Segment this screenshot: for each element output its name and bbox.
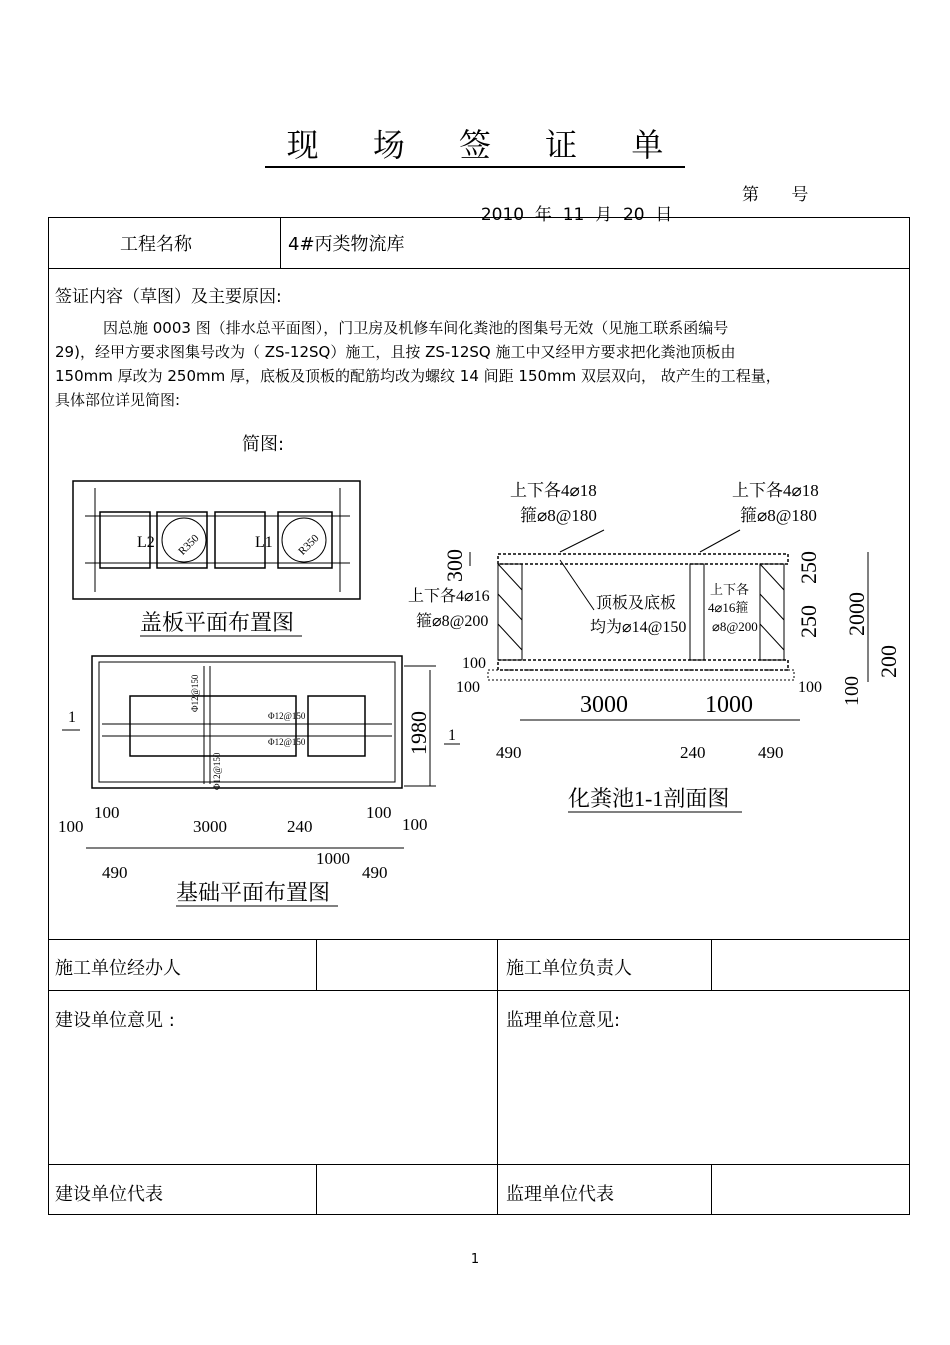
date-text: 2010 年 11 月 20 日	[480, 205, 673, 225]
rebar-label: Φ12@150	[212, 752, 222, 790]
sketch-label: 简图:	[242, 434, 285, 455]
content-line: 150mm 厚改为 250mm 厚，底板及顶板的配筋均改为螺纹 14 间距 150mm 双层双向， 故产生的工程量，	[55, 367, 781, 385]
section-note: 顶板及底板	[596, 595, 677, 612]
section-note: 箍⌀8@180	[740, 506, 817, 525]
section-mark: 1	[448, 727, 456, 744]
number-label: 第 号	[742, 185, 809, 205]
base-plan-title: 基础平面布置图	[176, 880, 331, 905]
supervisor-opinion-label: 监理单位意见:	[506, 1010, 621, 1031]
section-dim: 490	[758, 743, 784, 762]
base-dim: 490	[362, 863, 388, 882]
content-line: 因总施 0003 图（排水总平面图），门卫房及机修车间化粪池的图集号无效（见施工联系函编号	[103, 319, 729, 337]
section-note: ⌀8@200	[712, 619, 758, 634]
owner-opinion-label: 建设单位意见 :	[55, 1010, 175, 1031]
supervisor-rep-label: 监理单位代表	[506, 1184, 614, 1205]
content-line: 具体部位详见简图:	[55, 391, 181, 409]
project-name-label: 工程名称	[120, 234, 192, 255]
project-name-value: 4#丙类物流库	[288, 234, 405, 255]
base-dim: 100	[58, 817, 84, 836]
cover-label-l2: L2	[137, 534, 155, 551]
section-dim: 490	[496, 743, 522, 762]
base-dim: 1000	[316, 849, 350, 868]
section-note: 上下各4⌀18	[510, 481, 597, 500]
section-dim: 100	[841, 676, 863, 706]
base-dim: 240	[287, 817, 313, 836]
base-dim: 100	[94, 803, 120, 822]
section-title: 化粪池1-1剖面图	[568, 786, 730, 811]
constructor-leader-label: 施工单位负责人	[506, 958, 632, 979]
section-dim: 1000	[705, 692, 753, 718]
section-dim: 300	[442, 549, 467, 582]
section-note: 均为⌀14@150	[590, 619, 687, 636]
cover-circle-label: R350	[296, 532, 322, 558]
page-number: 1	[470, 1252, 480, 1267]
base-dim: 490	[102, 863, 128, 882]
rebar-label: Φ12@150	[268, 711, 306, 721]
constructor-handler-label: 施工单位经办人	[55, 958, 181, 979]
page-title: 现 场 签 证 单	[0, 120, 950, 166]
section-dim: 100	[798, 679, 822, 696]
section-dim: 250	[796, 551, 821, 584]
section-dim: 100	[462, 655, 486, 672]
section-note: 上下各	[710, 582, 750, 597]
base-dim: 100	[402, 815, 428, 834]
rebar-label: Φ12@150	[190, 674, 200, 712]
section-note: 上下各4⌀16	[408, 588, 490, 605]
section-mark: 1	[68, 709, 76, 726]
cover-plan-title: 盖板平面布置图	[140, 610, 295, 635]
content-line: 29)，经甲方要求图集号改为（ ZS-12SQ）施工，且按 ZS-12SQ 施工中又经甲方要求把化粪池顶板由	[55, 343, 736, 361]
cover-circle-label: R350	[176, 532, 202, 558]
owner-rep-label: 建设单位代表	[55, 1184, 163, 1205]
section-dim: 240	[680, 743, 706, 762]
section-note: 箍⌀8@180	[520, 506, 597, 525]
section-dim: 2000	[844, 592, 869, 636]
base-dim: 100	[366, 803, 392, 822]
section-note: 箍⌀8@200	[416, 613, 489, 630]
section-dim: 3000	[580, 692, 628, 718]
section-dim: 250	[796, 605, 821, 638]
section-dim: 200	[876, 645, 901, 678]
rebar-label: Φ12@150	[268, 737, 306, 747]
base-dim: 3000	[193, 817, 227, 836]
section-note: 上下各4⌀18	[732, 481, 819, 500]
height-dim: 1980	[406, 711, 431, 755]
section-note: 4⌀16箍	[708, 600, 749, 615]
cover-label-l1: L1	[255, 534, 273, 551]
section-dim: 100	[456, 679, 480, 696]
content-heading: 签证内容（草图）及主要原因:	[55, 287, 282, 307]
base-plan	[62, 656, 460, 848]
